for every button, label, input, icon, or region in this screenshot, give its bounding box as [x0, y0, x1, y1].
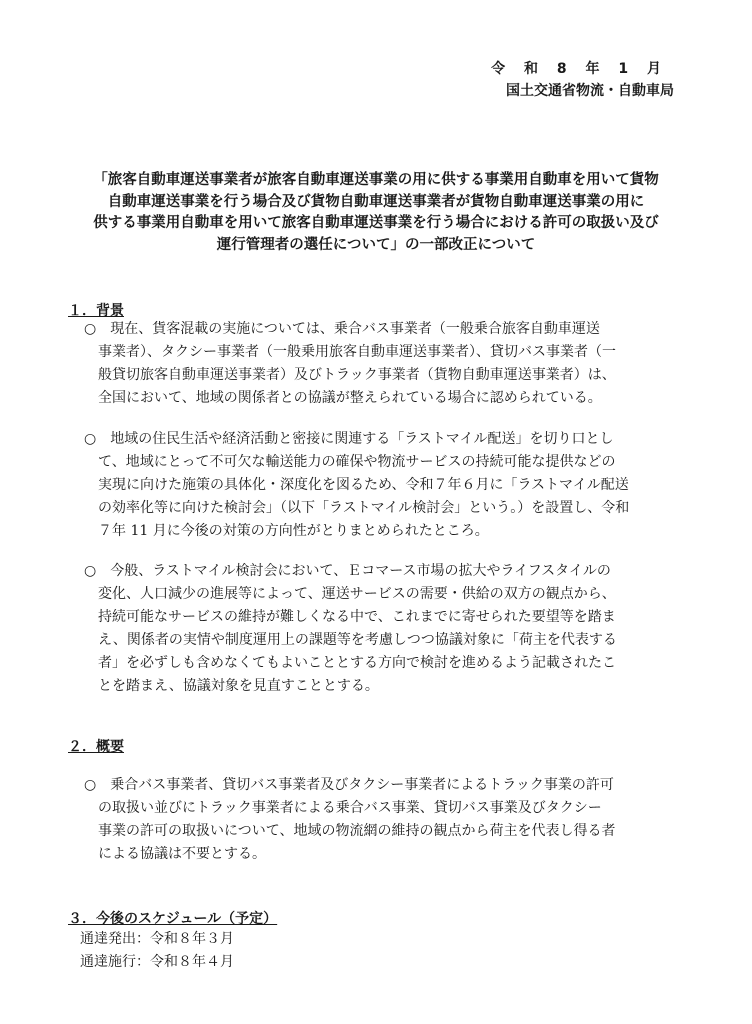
paragraph-line: ○ 乗合バス事業者、貸切バス事業者及びタクシー事業者によるトラック事業の許可 [84, 777, 614, 793]
paragraph-line: え、関係者の実情や制度運用上の課題等を考慮しつつ協議対象に「荷主を代表する [98, 632, 617, 648]
paragraph-line: 変化、人口減少の進展等によって、運送サービスの需要・供給の双方の観点から、 [98, 586, 616, 602]
schedule-list [80, 928, 234, 974]
background-paragraph-3 [84, 560, 684, 698]
paragraph-line: 者」を必ずしも含めなくてもよいこととする方向で検討を進めるよう記載されたこ [98, 655, 616, 671]
schedule-item-effective: 通達施行：令和８年４月 [80, 954, 234, 970]
paragraph-line: ○ 現在、貨客混載の実施については、乗合バス事業者（一般乗合旅客自動車運送 [84, 321, 600, 337]
paragraph-line: ○ 地域の住民生活や経済活動と密接に関連する「ラストマイル配送」を切り口とし [84, 431, 614, 447]
title-line: 「旅客自動車運送事業者が旅客自動車運送事業の用に供する事業用自動車を用いて貨物 [93, 172, 659, 188]
paragraph-line: 持続可能なサービスの維持が難しくなる中で、これまでに寄せられた要望等を踏ま [98, 609, 616, 625]
overview-paragraph-1 [84, 774, 684, 866]
section-heading-overview: ２．概要 [68, 739, 124, 755]
section-heading-background: １．背景 [68, 303, 124, 319]
paragraph-line: の取扱い並びにトラック事業者による乗合バス事業、貸切バス事業及びタクシー [98, 800, 602, 816]
document-date: 令 和 8 年 1 月 [491, 61, 668, 77]
paragraph-line: ７年 11 月に今後の対策の方向性がとりまとめられたところ。 [98, 523, 489, 539]
paragraph-line: 事業の許可の取扱いについて、地域の物流網の維持の観点から荷主を代表し得る者 [98, 823, 616, 839]
paragraph-line: 般貸切旅客自動車運送事業者）及びトラック事業者（貨物自動車運送事業者）は、 [98, 367, 616, 383]
paragraph-line: 事業者）、タクシー事業者（一般乗用旅客自動車運送事業者）、貸切バス事業者（一 [98, 344, 616, 360]
paragraph-line: 全国において、地域の関係者との協議が整えられている場合に認められている。 [98, 390, 602, 406]
document-title [66, 170, 686, 256]
title-line: 供する事業用自動車を用いて旅客自動車運送事業を行う場合における許可の取扱い及び [93, 215, 659, 231]
schedule-item-issue: 通達発出：令和８年３月 [80, 931, 234, 947]
section-heading-schedule: ３．今後のスケジュール（予定） [68, 911, 278, 927]
paragraph-line: による協議は不要とする。 [98, 846, 266, 862]
paragraph-line: 実現に向けた施策の具体化・深度化を図るため、令和７年６月に「ラストマイル配送 [98, 477, 629, 493]
paragraph-line: とを踏まえ、協議対象を見直すこととする。 [98, 678, 379, 694]
paragraph-line: て、地域にとって不可欠な輸送能力の確保や物流サービスの持続可能な提供などの [98, 454, 616, 470]
title-line: 運行管理者の選任について」の一部改正について [216, 236, 536, 253]
background-paragraph-1 [84, 318, 684, 410]
issuing-bureau: 国土交通省物流・自動車局 [506, 83, 674, 99]
paragraph-line: ○ 今般、ラストマイル検討会において、Ｅコマース市場の拡大やライフスタイルの [84, 563, 611, 579]
title-line: 自動車運送事業を行う場合及び貨物自動車運送事業者が貨物自動車運送事業の用に [107, 193, 645, 210]
background-paragraph-2 [84, 428, 684, 543]
paragraph-line: の効率化等に向けた検討会」（以下「ラストマイル検討会」という。）を設置し、令和 [98, 500, 630, 516]
